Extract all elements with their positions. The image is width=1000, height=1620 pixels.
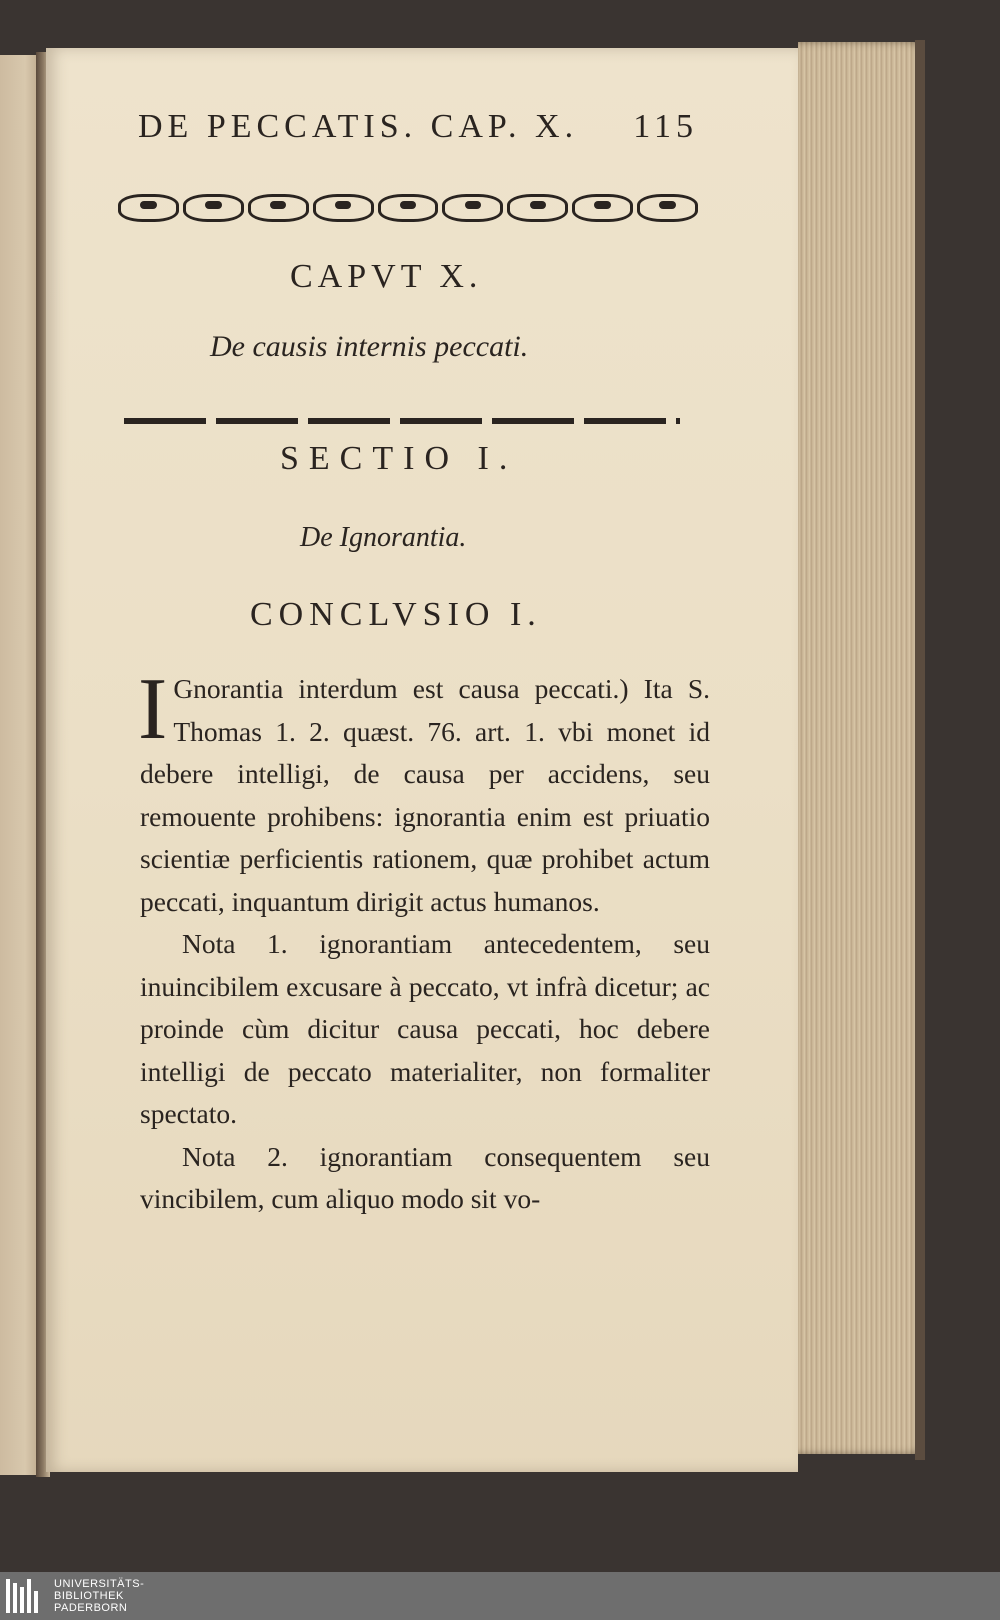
ornament-unit bbox=[507, 194, 568, 222]
paragraph-text: Gnorantia interdum est causa peccati.) Ita S. Thomas 1. 2. quæst. 76. art. 1. vbi monet id debere intelligi, de causa per accidens, seu remouente prohibens: ignorantia enim est priuatio scientiæ perficientis rationem, quæ prohibet actum peccati, inquantum dirigit actus humanos. bbox=[140, 673, 710, 917]
ornament-unit bbox=[183, 194, 244, 222]
body-text bbox=[138, 661, 710, 1221]
section-heading: SECTIO I. bbox=[280, 440, 518, 477]
library-footer bbox=[0, 1572, 1000, 1620]
running-head bbox=[138, 108, 698, 146]
running-head-title: DE PECCATIS. CAP. X. bbox=[138, 108, 579, 145]
page-number: 115 bbox=[633, 108, 698, 145]
ornament-unit bbox=[118, 194, 179, 222]
drop-cap: I bbox=[138, 661, 168, 758]
library-name-line: PADERBORN bbox=[54, 1602, 128, 1614]
ornamental-border bbox=[118, 190, 698, 226]
chapter-subtitle: De causis internis peccati. bbox=[210, 330, 529, 363]
ornament-unit bbox=[313, 194, 374, 222]
library-name-line: BIBLIOTHEK bbox=[54, 1590, 124, 1602]
section-subtitle: De Ignorantia. bbox=[300, 522, 467, 553]
section-rule bbox=[124, 418, 680, 424]
conclusion-heading: CONCLVSIO I. bbox=[250, 596, 542, 633]
ornament-unit bbox=[248, 194, 309, 222]
ornament-unit bbox=[442, 194, 503, 222]
library-logo-icon bbox=[6, 1579, 40, 1613]
paragraph: Nota 1. ignorantiam antecedentem, seu inuincibilem excusare à peccato, vt infrà dicetur; ac proinde cùm dicitur causa peccati, hoc debere intelligi de peccato materialiter, non formaliter spectato. bbox=[140, 928, 710, 1129]
paragraph: Nota 2. ignorantiam consequentem seu vincibilem, cum aliquo modo sit vo- bbox=[140, 1140, 710, 1214]
library-name bbox=[54, 1578, 144, 1614]
paragraph bbox=[138, 661, 710, 923]
page-edges bbox=[798, 42, 923, 1454]
ornament-unit bbox=[572, 194, 633, 222]
book-cover-edge bbox=[915, 40, 925, 1460]
ornament-unit bbox=[637, 194, 698, 222]
library-name-line: UNIVERSITÄTS- bbox=[54, 1578, 145, 1590]
chapter-heading: CAPVT X. bbox=[290, 258, 483, 295]
ornament-unit bbox=[378, 194, 439, 222]
